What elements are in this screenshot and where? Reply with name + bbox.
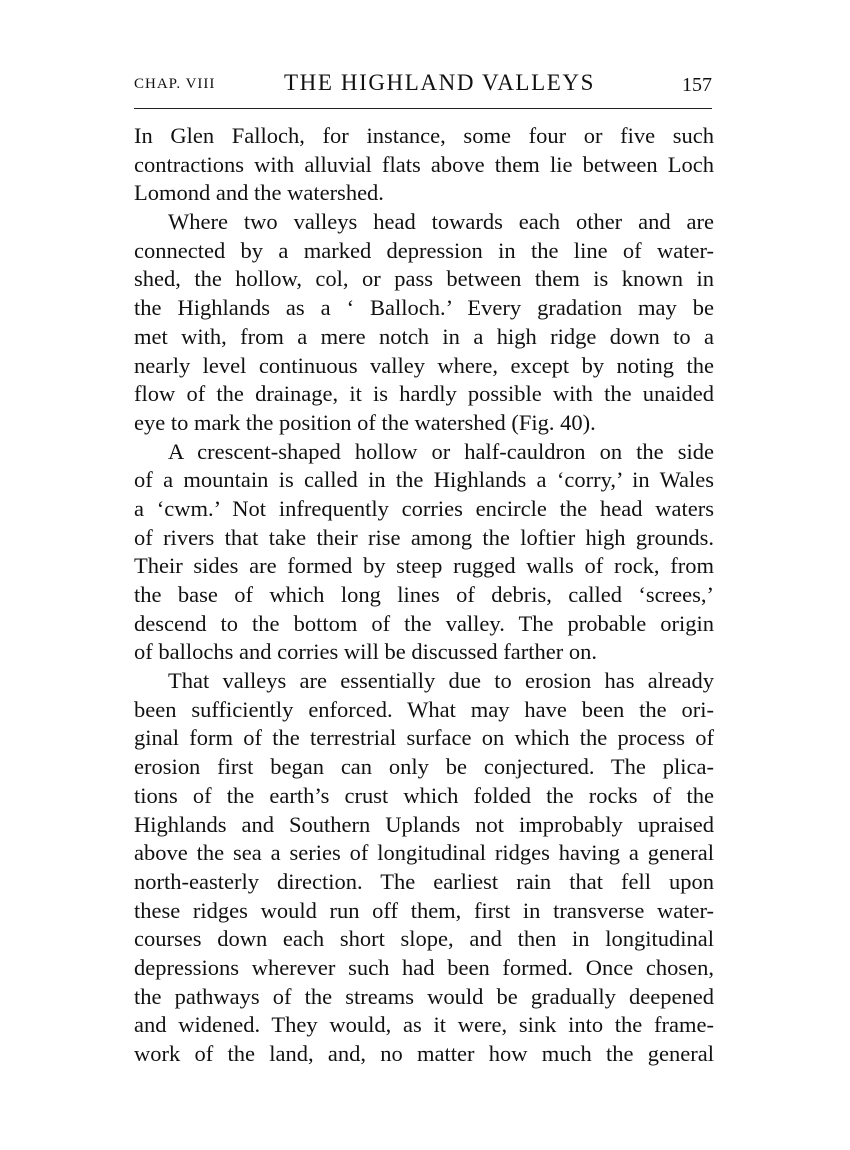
text-line: the pathways of the streams would be gradually deepened (134, 983, 714, 1009)
text-line: north-easterly direction. The earliest rain that fell upon (134, 868, 714, 894)
text-line: descend to the bottom of the valley. The probable origin (134, 610, 714, 636)
text-line: of rivers that take their rise among the loftier high grounds. (134, 524, 714, 550)
text-line: met with, from a mere notch in a high ridge down to a (134, 323, 714, 349)
text-line: above the sea a series of longitudinal ridges having a general (134, 840, 714, 866)
text-line: these ridges would run off them, first in transverse water- (134, 897, 714, 923)
text-line: Where two valleys head towards each other and are (168, 209, 714, 235)
running-title: THE HIGHLAND VALLEYS (284, 70, 595, 95)
text-line: courses down each short slope, and then in longitudinal (134, 926, 714, 952)
running-head (134, 66, 712, 102)
paragraph (134, 122, 714, 208)
text-line: A crescent-shaped hollow or half-cauldron on the side (168, 438, 714, 464)
text-line: eye to mark the position of the watershed (Fig. 40). (134, 409, 596, 435)
page-number: 157 (682, 74, 712, 96)
text-line: of ballochs and corries will be discussed farther on. (134, 639, 597, 665)
text-line: In Glen Falloch, for instance, some four or five such (134, 123, 714, 148)
text-line: Highlands and Southern Uplands not improbably upraised (134, 811, 714, 837)
paragraph (134, 438, 714, 668)
text-line: depressions wherever such had been formed. Once chosen, (134, 954, 714, 980)
chapter-label: CHAP. VIII (134, 76, 216, 92)
paragraph (134, 667, 714, 1069)
text-line: erosion first began can only be conjectured. The plica- (134, 754, 714, 780)
text-line: of a mountain is called in the Highlands a ‘corry,’ in Wales (134, 467, 714, 493)
text-line: a ‘cwm.’ Not infrequently corries encircle the head waters (134, 495, 714, 521)
text-line: Lomond and the watershed. (134, 180, 384, 206)
text-line: been sufficiently enforced. What may have been the ori- (134, 696, 714, 722)
paragraph (134, 208, 714, 438)
text-line: the base of which long lines of debris, called ‘screes,’ (134, 582, 714, 607)
text-line: and widened. They would, as it were, sink into the frame- (134, 1012, 714, 1038)
text-line: work of the land, and, no matter how much the general (134, 1041, 714, 1066)
text-line: the Highlands as a ‘ Balloch.’ Every gradation may be (134, 295, 714, 321)
header-rule (134, 108, 712, 109)
text-line: contractions with alluvial flats above them lie between Loch (134, 151, 714, 177)
text-line: flow of the drainage, it is hardly possible with the unaided (134, 381, 714, 407)
text-line: shed, the hollow, col, or pass between them is known in (134, 266, 714, 292)
text-line: ginal form of the terrestrial surface on which the process of (134, 725, 714, 751)
body-text (134, 122, 714, 1069)
text-line: tions of the earth’s crust which folded the rocks of the (134, 782, 714, 808)
text-line: connected by a marked depression in the line of water- (134, 237, 714, 263)
text-line: nearly level continuous valley where, except by noting the (134, 352, 714, 378)
text-line: That valleys are essentially due to erosion has already (168, 668, 714, 694)
text-line: Their sides are formed by steep rugged walls of rock, from (134, 553, 714, 579)
